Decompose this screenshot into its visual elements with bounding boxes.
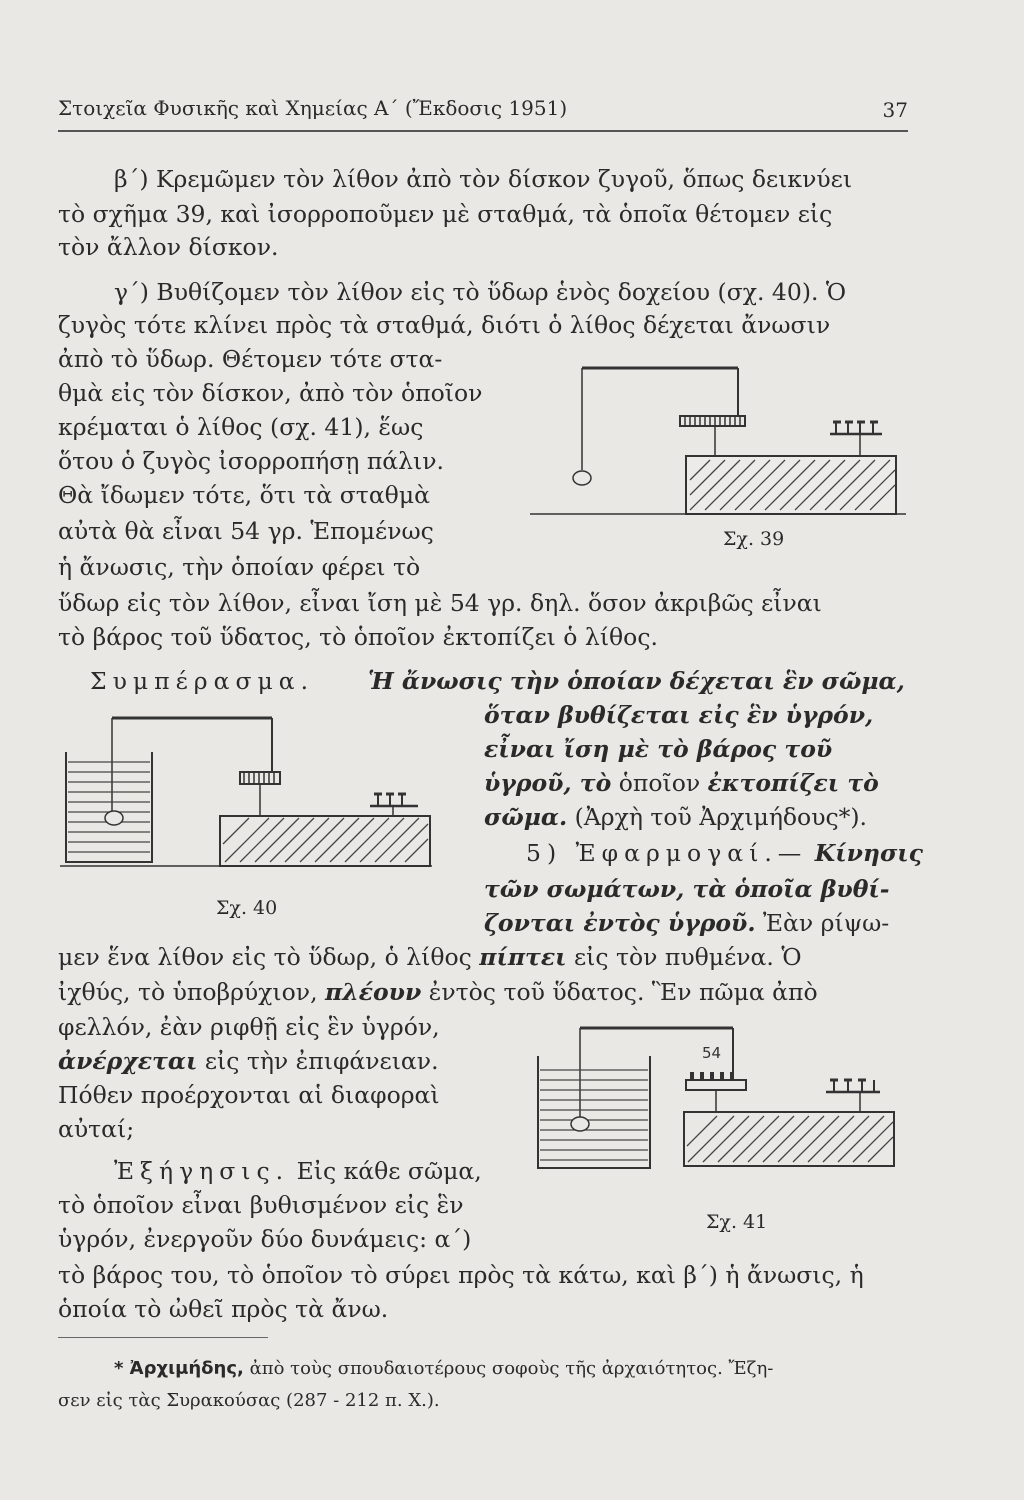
- text-plain: εἰς τὴν ἐπιφάνειαν.: [204, 1047, 439, 1075]
- figure-41-balance-weights: [530, 1020, 910, 1180]
- conclusion-line: εἶναι ἴση μὲ τὸ βάρος τοῦ: [484, 735, 833, 763]
- figure-39-caption: Σχ. 39: [723, 528, 785, 550]
- text-line: ἡ ἄνωσις, τὴν ὁποίαν φέρει τὸ: [58, 553, 421, 581]
- text-plain: μεν ἕνα λίθον εἰς τὸ ὕδωρ, ὁ λίθος: [58, 943, 472, 971]
- conclusion-line: [484, 803, 868, 831]
- conclusion-bold: ζονται ἐντὸς ὑγροῦ.: [484, 909, 756, 937]
- conclusion-bold: ἐκτοπίζει τὸ: [707, 769, 879, 797]
- text-line: ὁποία τὸ ὠθεῖ πρὸς τὰ ἄνω.: [58, 1295, 389, 1323]
- conclusion-line: τῶν σωμάτων, τὰ ὁποῖα βυθί-: [484, 875, 890, 903]
- text-line: ὅτου ὁ ζυγὸς ἰσορροπήσῃ πάλιν.: [58, 447, 444, 475]
- text-line: τὸ βάρος του, τὸ ὁποῖον τὸ σύρει πρὸς τὰ κάτω, καὶ β΄) ἡ ἄνωσις, ἡ: [58, 1261, 864, 1289]
- section-heading-bold: Κίνησις: [814, 839, 923, 867]
- text-line: Θὰ ἴδωμεν τότε, ὅτι τὰ σταθμὰ: [58, 481, 430, 509]
- text-line: τὸ ὁποῖον εἶναι βυθισμένον εἰς ἓν: [58, 1191, 464, 1219]
- text-line: τὸ βάρος τοῦ ὕδατος, τὸ ὁποῖον ἐκτοπίζει ὁ λίθος.: [58, 623, 658, 651]
- section-heading-line: [526, 839, 923, 867]
- text-plain: ἰχθύς, τὸ ὑποβρύχιον,: [58, 978, 318, 1006]
- text-line: Πόθεν προέρχονται αἱ διαφοραὶ: [58, 1081, 440, 1109]
- figure-41-caption: Σχ. 41: [706, 1211, 768, 1233]
- conclusion-label: [90, 667, 315, 695]
- text-line: τὸ σχῆμα 39, καὶ ἰσορροποῦμεν μὲ σταθμά, τὰ ὁποῖα θέτομεν εἰς: [58, 200, 833, 228]
- text-line: [58, 943, 802, 971]
- text-line: [114, 1157, 482, 1185]
- conclusion-plain: ὁποῖον: [618, 769, 701, 797]
- footnote-name: * Ἀρχιμήδης,: [114, 1358, 244, 1379]
- text-line: β΄) Κρεμῶμεν τὸν λίθον ἀπὸ τὸν δίσκον ζυγοῦ, ὅπως δεικνύει: [114, 165, 853, 193]
- text-bold: πλέουν: [325, 978, 422, 1006]
- text-line: θμὰ εἰς τὸν δίσκον, ἀπὸ τὸν ὁποῖον: [58, 379, 483, 407]
- conclusion-line: Ἡ ἄνωσις τὴν ὁποίαν δέχεται ἓν σῶμα,: [368, 667, 905, 695]
- text-line: ὕδωρ εἰς τὸν λίθον, εἶναι ἴση μὲ 54 γρ. δηλ. ὅσον ἀκριβῶς εἶναι: [58, 589, 822, 617]
- footnote-text: ἀπὸ τοὺς σπουδαιοτέρους σοφοὺς τῆς ἀρχαιότητος. Ἔζη-: [249, 1358, 774, 1379]
- text-bold: πίπτει: [479, 943, 567, 971]
- text-line: κρέμαται ὁ λίθος (σχ. 41), ἕως: [58, 413, 424, 441]
- text-line: φελλόν, ἐὰν ριφθῇ εἰς ἓν ὑγρόν,: [58, 1013, 440, 1041]
- conclusion-plain: (Ἀρχὴ τοῦ Ἀρχιμήδους*).: [574, 803, 868, 831]
- conclusion-line: [484, 909, 890, 937]
- explanation-heading: Ἐξήγησις.: [114, 1157, 290, 1185]
- text-line: ζυγὸς τότε κλίνει πρὸς τὰ σταθμά, διότι ὁ λίθος δέχεται ἄνωσιν: [58, 311, 831, 339]
- conclusion-line: [484, 769, 879, 797]
- figure-40-caption: Σχ. 40: [216, 897, 278, 919]
- header-title: Στοιχεῖα Φυσικῆς καὶ Χημείας Α΄ (Ἔκδοσις 1951): [58, 96, 568, 120]
- text-line: ἀπὸ τὸ ὕδωρ. Θέτομεν τότε στα-: [58, 345, 443, 373]
- conclusion-plain: Ἐὰν ρίψω-: [763, 909, 890, 937]
- section-heading: 5) Ἐφαρμογαί.—: [526, 839, 808, 867]
- text-plain: ἐντὸς τοῦ ὕδατος. Ἓν πῶμα ἀπὸ: [428, 978, 818, 1006]
- footnote-rule: [58, 1337, 268, 1338]
- footnote-line: [114, 1358, 773, 1379]
- conclusion-label-text: Συμπέρασμα.: [90, 667, 315, 695]
- text-line: ὑγρόν, ἐνεργοῦν δύο δυνάμεις: α΄): [58, 1225, 472, 1253]
- figure-41-weight-label: 54: [702, 1044, 722, 1062]
- text-line: αὐτὰ θὰ εἶναι 54 γρ. Ἑπομένως: [58, 517, 434, 545]
- text-line: γ΄) Βυθίζομεν τὸν λίθον εἰς τὸ ὕδωρ ἑνὸς δοχείου (σχ. 40). Ὁ: [114, 278, 847, 306]
- figure-39-balance: [530, 360, 910, 560]
- text-line: [58, 978, 818, 1006]
- conclusion-line: ὅταν βυθίζεται εἰς ἓν ὑγρόν,: [484, 701, 874, 729]
- text-line: τὸν ἄλλον δίσκον.: [58, 233, 279, 261]
- footnote-line: σεν εἰς τὰς Συρακούσας (287 - 212 π. Χ.).: [58, 1390, 440, 1411]
- header-rule: [58, 130, 908, 132]
- text-plain: Εἰς κάθε σῶμα,: [296, 1157, 482, 1185]
- text-plain: εἰς τὸν πυθμένα. Ὁ: [574, 943, 802, 971]
- conclusion-bold: ὑγροῦ, τὸ: [484, 769, 612, 797]
- text-line: [58, 1047, 439, 1075]
- text-line: αὐταί;: [58, 1115, 135, 1143]
- text-bold: ἀνέρχεται: [58, 1047, 198, 1075]
- page-number: 37: [882, 98, 908, 122]
- conclusion-bold: σῶμα.: [484, 803, 568, 831]
- figure-40-balance-submerged: [60, 712, 460, 892]
